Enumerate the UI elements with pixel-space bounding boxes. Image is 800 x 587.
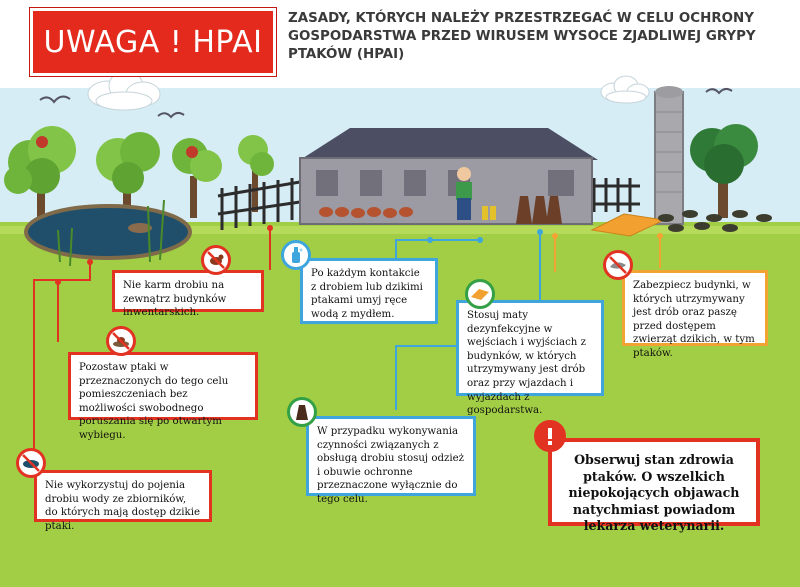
- no-wild-bird-icon: [603, 250, 633, 280]
- no-pond-water-icon: [16, 448, 46, 478]
- bird-in-tree-2: [186, 146, 198, 158]
- no-free-range-icon: [106, 326, 136, 356]
- protective-apron-icon: [287, 397, 317, 427]
- tip-feeding: Nie karm drobiu na zewnątrz budynków inwentarskich.: [112, 270, 264, 312]
- soap-bottle-icon: [281, 240, 311, 270]
- exclamation-icon: [534, 420, 566, 452]
- aprons: [516, 196, 562, 224]
- bird-in-tree-1: [36, 136, 48, 148]
- tip-water: Nie wykorzystuj do pojenia drobiu wody ze zbiorników, do których mają dostęp dzikie ptaki.: [34, 470, 212, 522]
- silo: [655, 86, 683, 224]
- tip-handwash: Po każdym kontakcie z drobiem lub dzikimi ptakami umyj ręce wodą z mydłem.: [300, 258, 438, 324]
- farmer: [456, 167, 472, 220]
- disinfection-mat-icon: [465, 279, 495, 309]
- hpai-badge: UWAGA ! HPAI: [30, 8, 276, 76]
- tip-buildings: Zabezpiecz budynki, w których utrzymywany jest drób oraz paszę przed dostępem zwierząt dzikich, w tym ptaków.: [622, 270, 768, 346]
- pond: [26, 206, 190, 258]
- tip-observe: Obserwuj stan zdrowia ptaków. O wszelkich niepokojących objawach natychmiast powiadom lekarza weterynarii.: [548, 438, 760, 526]
- barn-roof: [300, 128, 598, 160]
- no-hen-icon: [201, 245, 231, 275]
- tip-mats: Stosuj maty dezynfekcyjne w wejściach i wyjściach z budynków, w których utrzymywany jest drób oraz przy wjazdach i wyjazdach z gospodarstwa.: [456, 300, 604, 396]
- tip-housing: Pozostaw ptaki w przeznaczonych do tego celu pomieszczeniach bez możliwości swobodnego poruszania się po otwartym wybiegu.: [68, 352, 258, 420]
- tip-clothing: W przypadku wykonywania czynności związanych z obsługą drobiu stosuj odzież i obuwie ochronne przeznaczone wyłącznie do tego celu.: [306, 416, 476, 496]
- poster-headline: ZASADY, KTÓRYCH NALEŻY PRZESTRZEGAĆ W CELU OCHRONY GOSPODARSTWA PRZED WIRUSEM WYSOCE ZJADLIWEJ GRYPY PTAKÓW (HPAI): [288, 11, 756, 62]
